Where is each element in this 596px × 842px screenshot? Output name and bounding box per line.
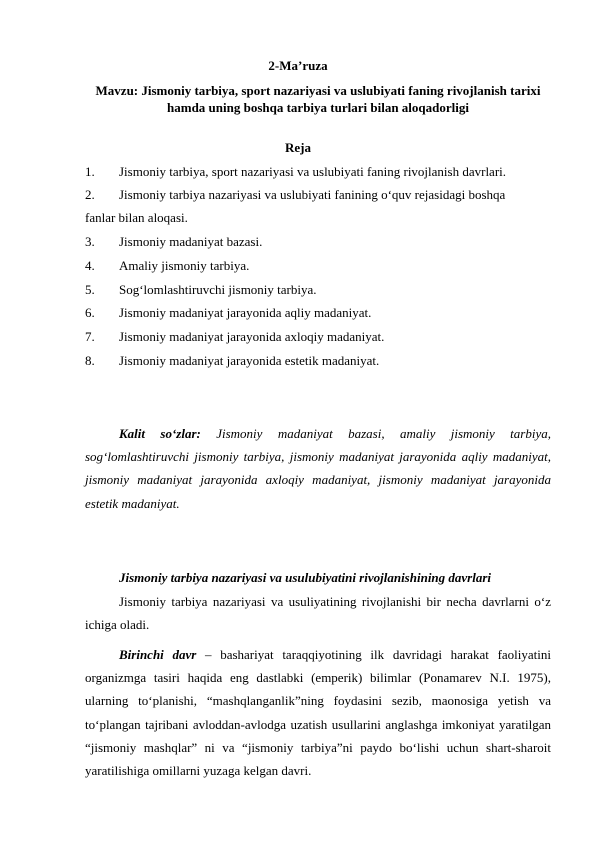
plan-item-text: Sog‘lomlashtiruvchi jismoniy tarbiya. — [119, 282, 317, 297]
plan-item-text: Jismoniy tarbiya nazariyasi va uslubiyati fanining o‘quv rejasidagi boshqa — [119, 187, 506, 202]
plan-item-number: 1. — [85, 164, 95, 179]
keywords-label: Kalit so‘zlar: — [119, 426, 201, 441]
plan-item-number: 3. — [85, 234, 95, 249]
plan-title: Reja — [285, 140, 311, 155]
plan-item-text: Jismoniy madaniyat jarayonida axloqiy madaniyat. — [119, 329, 385, 344]
keywords-text: Jismoniy madaniyat bazasi, amaliy jismoniy tarbiya, sog‘lomlashtiruvchi jismoniy tarbiya, jismoniy madaniyat jarayonida aqliy madaniyat, jismoniy madaniyat jarayonida axloqiy madaniyat, jismoniy madaniyat jarayonida estetik madaniyat. — [85, 426, 551, 511]
section-heading: Jismoniy tarbiya nazariyasi va usulubiyatini rivojlanishining davrlari — [119, 570, 492, 585]
lecture-number: 2-Ma’ruza — [268, 58, 328, 73]
plan-item-number: 7. — [85, 329, 95, 344]
first-period-label: Birinchi davr — [119, 647, 197, 662]
intro-paragraph: Jismoniy tarbiya nazariyasi va usuliyatining rivojlanishi bir necha davrlarni o‘z ichiga oladi. — [85, 594, 551, 633]
topic-title: Mavzu: Jismoniy tarbiya, sport nazariyasi va uslubiyati faning rivojlanish tarixi hamda uning boshqa tarbiya turlari bilan aloqadorligi — [95, 83, 541, 115]
plan-item-continuation: fanlar bilan aloqasi. — [85, 210, 188, 225]
plan-item-number: 8. — [85, 353, 95, 368]
plan-item-number: 5. — [85, 282, 95, 297]
plan-item-number: 2. — [85, 187, 95, 202]
plan-item-text: Jismoniy tarbiya, sport nazariyasi va uslubiyati faning rivojlanish davrlari. — [119, 164, 507, 179]
first-period-text: – bashariyat taraqqiyotining ilk davridagi harakat faoliyatini organizmga tasiri haqida eng dastlabki (emperik) bilimlar (Ponamarev N.I. 1975), ularning to‘planishi, “mashqlanganlik”ning foydasini sezib, maonosiga yetish va to‘plangan tajribani avloddan-avlodga uzatish usullarini anglashga imkoniyat yaratilgan “jismoniy mashqlar” ni va “jismoniy tarbiya”ni paydo bo‘lishi uchun shart-sharoit yaratilishiga omillarni yuzaga kelgan davri. — [85, 647, 551, 779]
plan-item-text: Jismoniy madaniyat jarayonida aqliy madaniyat. — [119, 305, 372, 320]
plan-item-text: Jismoniy madaniyat bazasi. — [119, 234, 263, 249]
plan-item-number: 6. — [85, 305, 95, 320]
plan-item-number: 4. — [85, 258, 95, 273]
keywords-paragraph — [85, 422, 551, 515]
plan-item-text: Amaliy jismoniy tarbiya. — [119, 258, 250, 273]
plan-item-text: Jismoniy madaniyat jarayonida estetik madaniyat. — [119, 353, 380, 368]
first-period-paragraph — [85, 643, 551, 782]
